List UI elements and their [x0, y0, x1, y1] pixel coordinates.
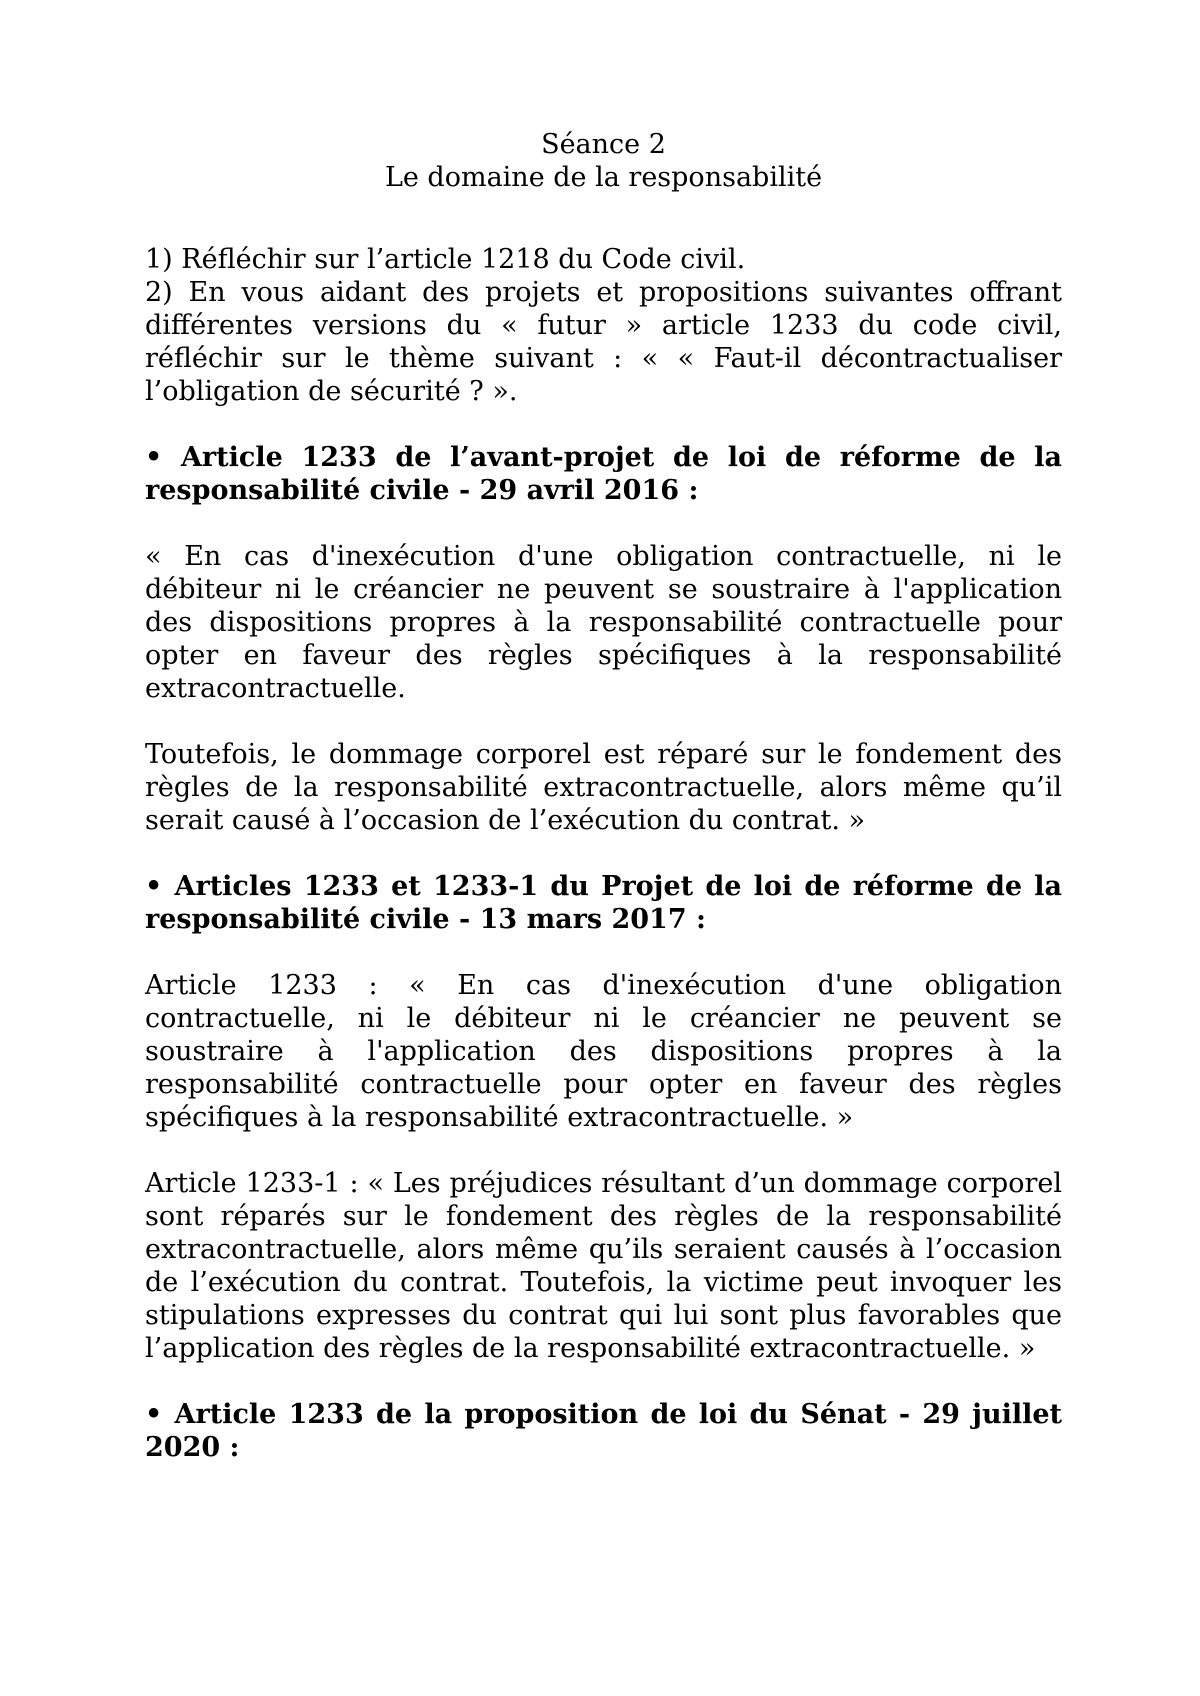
article-1233-2016-paragraph-2: Toutefois, le dommage corporel est réparé sur le fondement des règles de la responsabilité extracontractuelle, alors même qu’il serait causé à l’occasion de l’exécution du contrat. »	[145, 739, 1062, 836]
seance-label: Séance 2	[541, 129, 666, 160]
bullet-icon: •	[145, 1399, 163, 1430]
section-heading-text: Article 1233 de l’avant-projet de loi de réforme de la responsabilité civile - 29 avril 2016 :	[145, 442, 1062, 506]
section-heading-2017	[145, 870, 1062, 936]
section-heading-2016	[145, 441, 1062, 507]
section-heading-2020	[145, 1398, 1062, 1464]
section-heading-text: Articles 1233 et 1233-1 du Projet de loi de réforme de la responsabilité civile - 13 mars 2017 :	[145, 871, 1062, 935]
article-1233-2016-paragraph-1: « En cas d'inexécution d'une obligation contractuelle, ni le débiteur ni le créancier ne peuvent se soustraire à l'application des dispositions propres à la responsabilité contractuelle pour opter en faveur des règles spécifiques à la responsabilité extracontractuelle.	[145, 541, 1062, 704]
article-1233-2017-paragraph: Article 1233 : « En cas d'inexécution d'une obligation contractuelle, ni le débiteur ni le créancier ne peuvent se soustraire à l'application des dispositions propres à la responsabilité contractuelle pour opter en faveur des règles spécifiques à la responsabilité extracontractuelle. »	[145, 970, 1062, 1133]
bullet-icon: •	[145, 442, 163, 473]
question-1: 1) Réfléchir sur l’article 1218 du Code civil.	[145, 244, 746, 275]
question-2: 2) En vous aidant des projets et propositions suivantes offrant différentes versions du « futur » article 1233 du code civil, réfléchir sur le thème suivant : « « Faut-il décontractualiser l’obligation de sécurité ? ».	[145, 277, 1062, 407]
bullet-icon: •	[145, 871, 163, 902]
article-1233-1-2017-paragraph: Article 1233-1 : « Les préjudices résultant d’un dommage corporel sont réparés sur le fondement des règles de la responsabilité extracontractuelle, alors même qu’ils seraient causés à l’occasion de l’exécution du contrat. Toutefois, la victime peut invoquer les stipulations expresses du contrat qui lui sont plus favorables que l’application des règles de la responsabilité extracontractuelle. »	[145, 1168, 1062, 1364]
document-page	[145, 128, 1062, 1464]
document-header	[145, 128, 1062, 194]
section-heading-text: Article 1233 de la proposition de loi du Sénat - 29 juillet 2020 :	[145, 1399, 1063, 1463]
page-title: Le domaine de la responsabilité	[384, 162, 823, 193]
